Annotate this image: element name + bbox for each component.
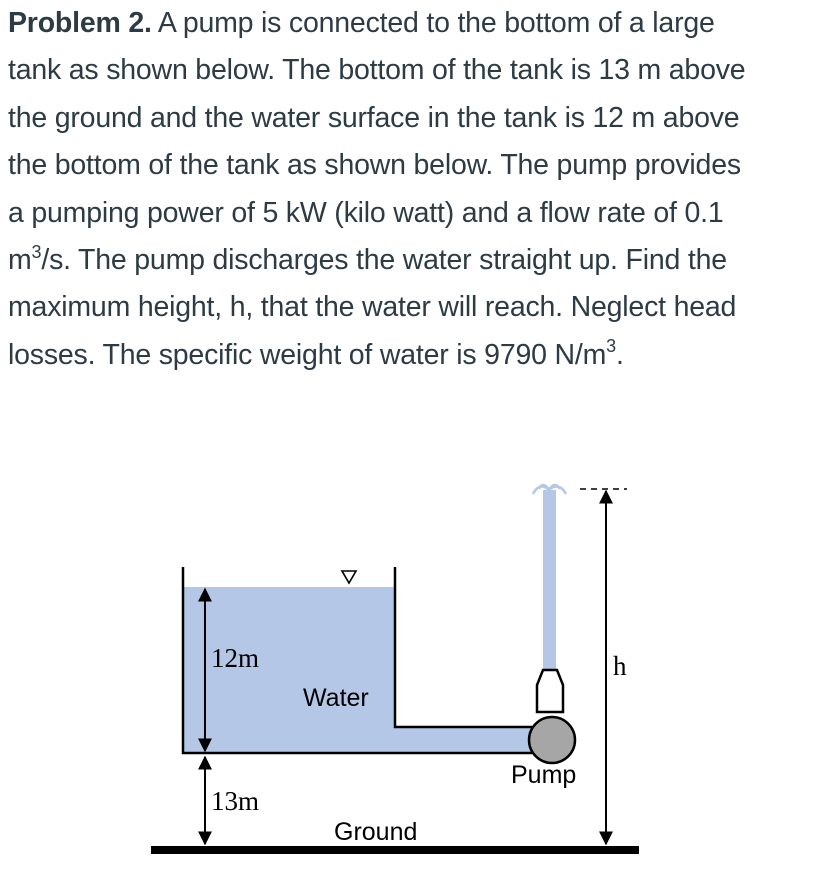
tank-depth-label: 12m: [211, 643, 260, 673]
elevation-label: 13m: [211, 786, 260, 816]
water-surface-marker-icon: [342, 571, 356, 583]
water-label: Water: [303, 684, 369, 712]
problem-heading: Problem 2.: [8, 7, 152, 39]
ground-line: [151, 846, 639, 854]
problem-line-8: losses. The specific weight of water is 9790 $N/m^3$.: [8, 336, 624, 371]
problem-line-4: the bottom of the tank as shown below. The pump provides: [8, 149, 741, 182]
problem-line-2: tank as shown below. The bottom of the tank is 13 m above: [8, 54, 746, 87]
water-jet: [543, 490, 556, 670]
problem-line-6: $m^3/s$. The pump discharges the water straight up. Find the: [8, 241, 727, 277]
problem-line-5: a pumping power of 5 kW (kilo watt) and a flow rate of 0.1: [8, 196, 724, 229]
pump-nozzle: [537, 670, 563, 712]
problem-line-3: the ground and the water surface in the tank is 12 m above: [8, 101, 740, 134]
pump-label: Pump: [511, 761, 577, 789]
problem-line-1: Problem 2. A pump is connected to the bottom of a large: [8, 7, 715, 39]
ground-label: Ground: [334, 818, 418, 846]
problem-line-7: maximum height, h, that the water will reach. Neglect head: [8, 291, 737, 324]
pump-body: [529, 717, 575, 763]
height-label: h: [613, 651, 627, 681]
